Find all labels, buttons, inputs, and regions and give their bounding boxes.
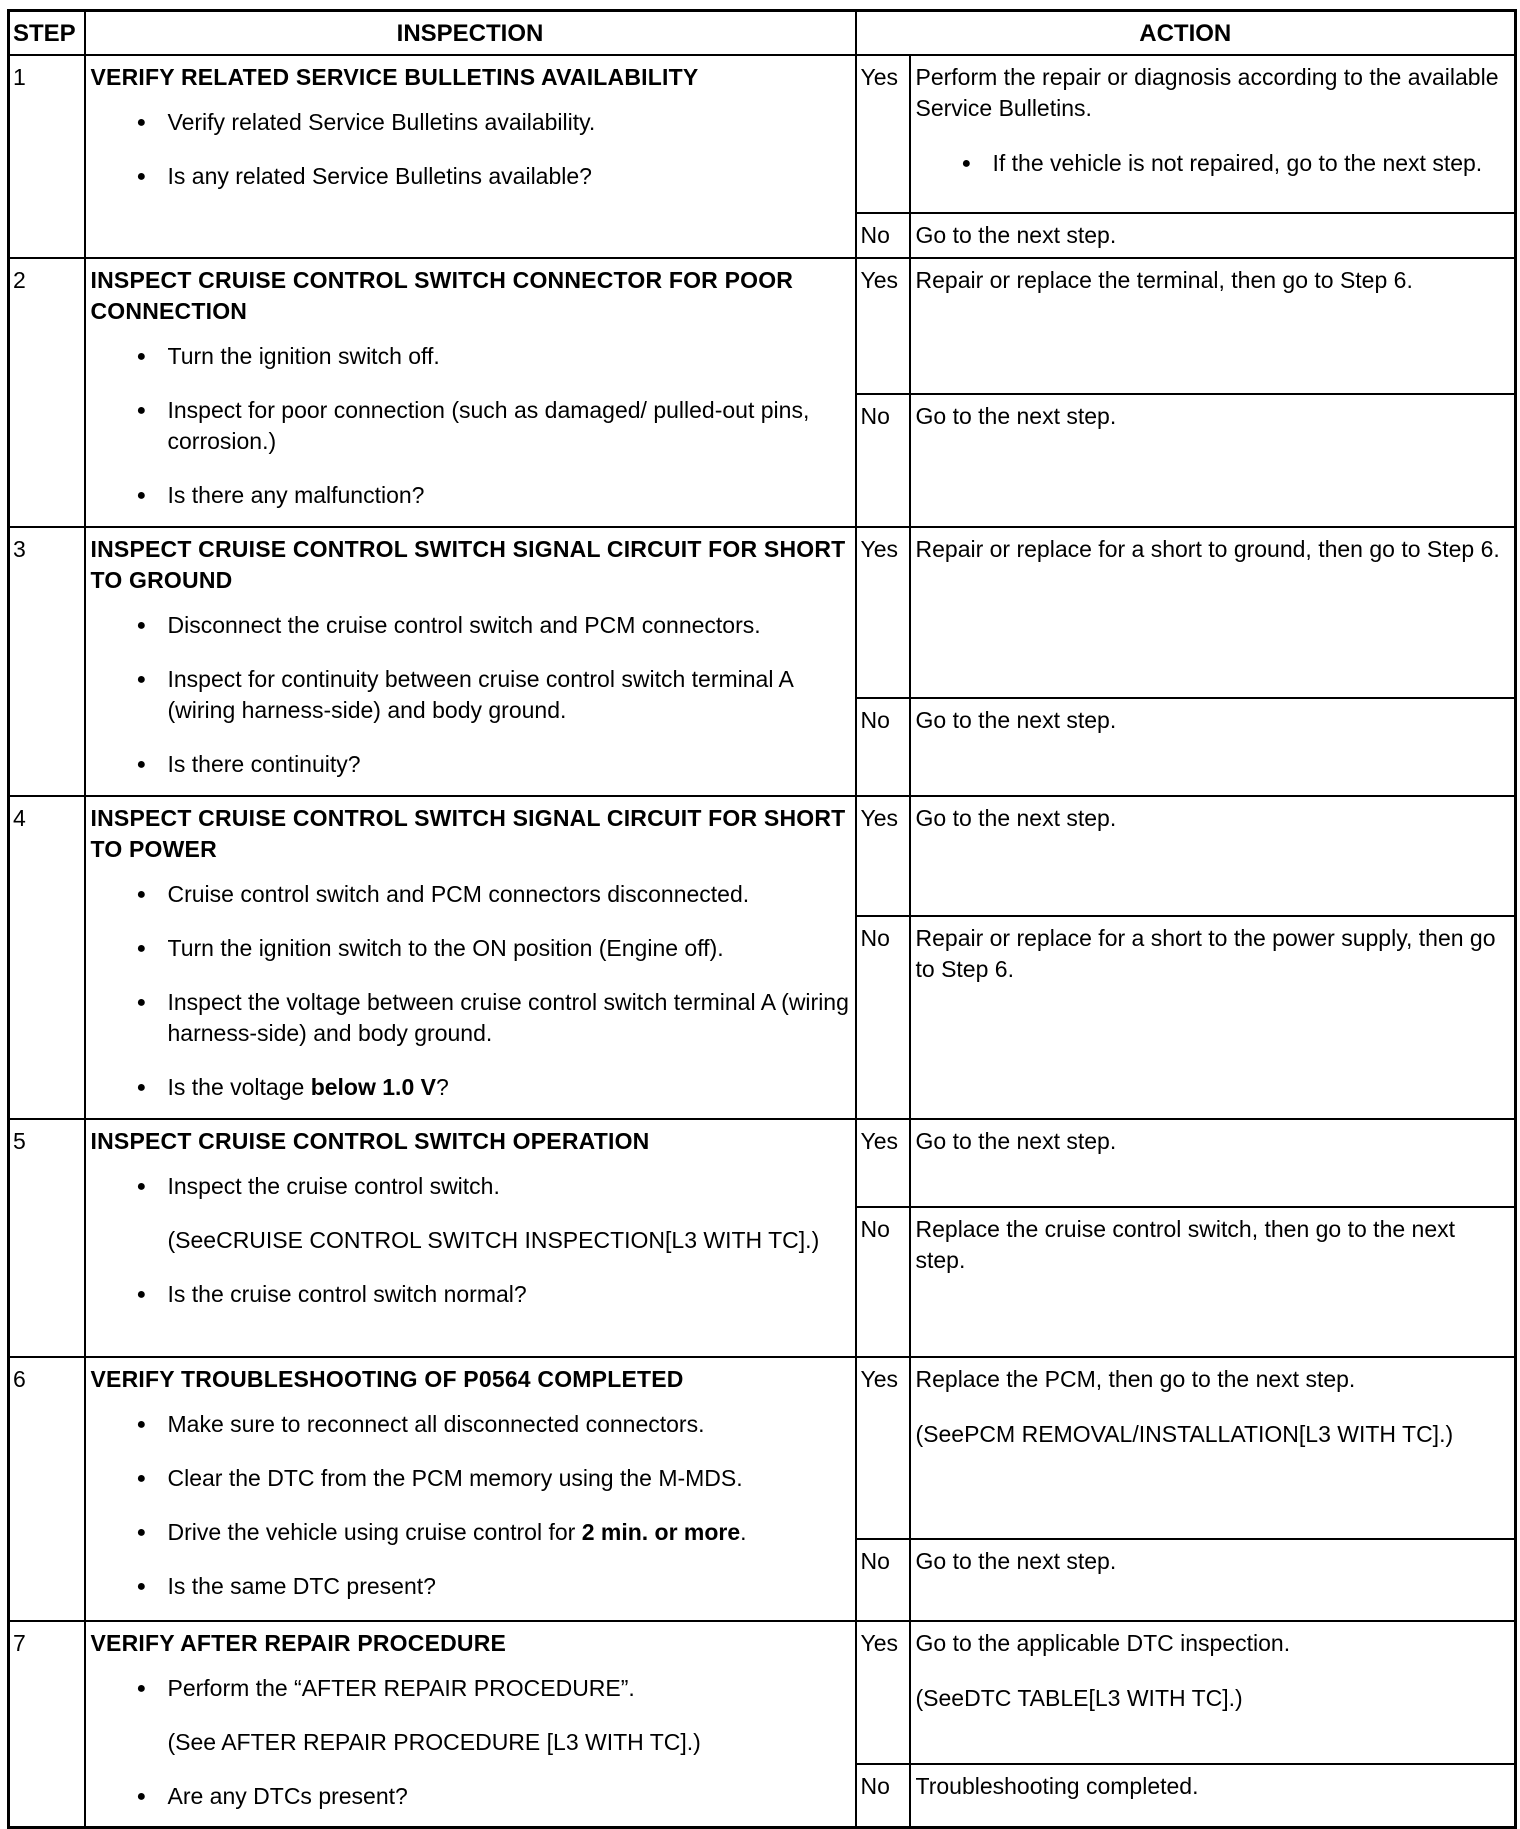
yes-label: Yes [856, 1621, 910, 1764]
step-title: INSPECT CRUISE CONTROL SWITCH SIGNAL CIRCUIT FOR SHORT TO GROUND [90, 536, 846, 593]
inspection-item [91, 1517, 850, 1548]
step-number: 7 [9, 1621, 85, 1827]
drive-duration: 2 min. or more [581, 1519, 741, 1545]
yes-label: Yes [856, 258, 910, 394]
step-title: VERIFY RELATED SERVICE BULLETINS AVAILABILITY [90, 64, 699, 90]
table-row [9, 55, 1516, 213]
voltage-threshold: below 1.0 V [310, 1074, 436, 1100]
no-label: No [856, 1207, 910, 1357]
yes-label: Yes [856, 55, 910, 213]
yes-label: Yes [856, 1357, 910, 1539]
no-action: Replace the cruise control switch, then go to the next step. [910, 1207, 1516, 1357]
inspection-item: ● Is any related Service Bulletins available? [91, 161, 850, 192]
yes-action: Replace the PCM, then go to the next step. [915, 1366, 1356, 1392]
no-label: No [856, 394, 910, 527]
inspection-item: ● Cruise control switch and PCM connectors disconnected. [91, 879, 850, 910]
table-row [9, 1357, 1516, 1539]
inspection-item: ● Disconnect the cruise control switch and PCM connectors. [91, 610, 850, 641]
yes-action-cell [910, 1357, 1516, 1539]
inspection-item: ● Make sure to reconnect all disconnected connectors. [91, 1409, 850, 1440]
action-bullet: ● If the vehicle is not repaired, go to the next step. [916, 148, 1510, 179]
inspection-item: ● Is there continuity? [91, 749, 850, 780]
inspection-item [91, 1072, 850, 1103]
no-action: Repair or replace for a short to the power supply, then go to Step 6. [910, 916, 1516, 1119]
inspection-item: ● Is the same DTC present? [91, 1571, 850, 1602]
no-label: No [856, 916, 910, 1119]
yes-action-cell [910, 1621, 1516, 1764]
yes-action: Go to the applicable DTC inspection. [915, 1630, 1291, 1656]
yes-action: Repair or replace for a short to ground, then go to Step 6. [910, 527, 1516, 698]
item-text: Drive the vehicle using cruise control for [167, 1519, 582, 1545]
table-row [9, 258, 1516, 394]
inspection-cell [85, 527, 856, 796]
table-row [9, 796, 1516, 916]
inspection-item: ● Verify related Service Bulletins availability. [91, 107, 850, 138]
step-title: INSPECT CRUISE CONTROL SWITCH SIGNAL CIRCUIT FOR SHORT TO POWER [90, 805, 846, 862]
step-number: 5 [9, 1119, 85, 1357]
yes-action: Go to the next step. [910, 1119, 1516, 1207]
inspection-cell [85, 1357, 856, 1621]
item-text: . [740, 1519, 747, 1545]
inspection-item: ● Inspect for continuity between cruise control switch terminal A (wiring harness-side) and body ground. [91, 664, 850, 726]
yes-label: Yes [856, 527, 910, 698]
inspection-item: ● Is there any malfunction? [91, 480, 850, 511]
inspection-item: ● Clear the DTC from the PCM memory using the M-MDS. [91, 1463, 850, 1494]
no-action: Troubleshooting completed. [910, 1764, 1516, 1827]
inspection-note: (SeeCRUISE CONTROL SWITCH INSPECTION[L3 WITH TC].) [167, 1227, 820, 1253]
inspection-note: (See AFTER REPAIR PROCEDURE [L3 WITH TC].) [167, 1729, 701, 1755]
inspection-cell [85, 258, 856, 527]
step-number: 3 [9, 527, 85, 796]
yes-action-cell [910, 55, 1516, 213]
step-number: 1 [9, 55, 85, 258]
no-label: No [856, 1764, 910, 1827]
no-label: No [856, 1539, 910, 1621]
header-action: ACTION [856, 11, 1516, 56]
no-action: Go to the next step. [910, 213, 1516, 258]
yes-action: Perform the repair or diagnosis according to the available Service Bulletins. [915, 64, 1499, 121]
item-text: ? [435, 1074, 449, 1100]
item-text: Is the voltage [167, 1074, 311, 1100]
inspection-item: ● Turn the ignition switch to the ON position (Engine off). [91, 933, 850, 964]
reference-link[interactable]: (SeeDTC TABLE[L3 WITH TC].) [915, 1685, 1243, 1711]
step-title: INSPECT CRUISE CONTROL SWITCH CONNECTOR FOR POOR CONNECTION [90, 267, 794, 324]
yes-label: Yes [856, 1119, 910, 1207]
step-title: INSPECT CRUISE CONTROL SWITCH OPERATION [90, 1128, 650, 1154]
inspection-item: ● Turn the ignition switch off. [91, 341, 850, 372]
inspection-item: ● Perform the “AFTER REPAIR PROCEDURE”. [91, 1673, 850, 1704]
yes-label: Yes [856, 796, 910, 916]
troubleshooting-table [7, 9, 1517, 1829]
inspection-cell [85, 796, 856, 1119]
no-action: Go to the next step. [910, 1539, 1516, 1621]
table-row [9, 1119, 1516, 1207]
step-title: VERIFY TROUBLESHOOTING OF P0564 COMPLETED [90, 1366, 684, 1392]
inspection-cell [85, 55, 856, 258]
no-label: No [856, 213, 910, 258]
no-action: Go to the next step. [910, 394, 1516, 527]
no-action: Go to the next step. [910, 698, 1516, 796]
header-inspection: INSPECTION [85, 11, 856, 56]
step-number: 6 [9, 1357, 85, 1621]
table-header-row [9, 11, 1516, 56]
table-row [9, 1621, 1516, 1764]
header-step: STEP [9, 11, 85, 56]
inspection-item: ● Inspect for poor connection (such as damaged/ pulled-out pins, corrosion.) [91, 395, 850, 457]
inspection-cell [85, 1119, 856, 1357]
inspection-item: ● Inspect the cruise control switch. [91, 1171, 850, 1202]
inspection-cell [85, 1621, 856, 1827]
yes-action: Repair or replace the terminal, then go to Step 6. [910, 258, 1516, 394]
inspection-item: ● Are any DTCs present? [91, 1781, 850, 1812]
reference-link[interactable]: (SeePCM REMOVAL/INSTALLATION[L3 WITH TC].) [915, 1421, 1454, 1447]
inspection-item: ● Is the cruise control switch normal? [91, 1279, 850, 1310]
step-number: 4 [9, 796, 85, 1119]
yes-action: Go to the next step. [910, 796, 1516, 916]
step-number: 2 [9, 258, 85, 527]
no-label: No [856, 698, 910, 796]
step-title: VERIFY AFTER REPAIR PROCEDURE [90, 1630, 507, 1656]
inspection-item: ● Inspect the voltage between cruise control switch terminal A (wiring harness-side) and body ground. [91, 987, 850, 1049]
table-row [9, 527, 1516, 698]
